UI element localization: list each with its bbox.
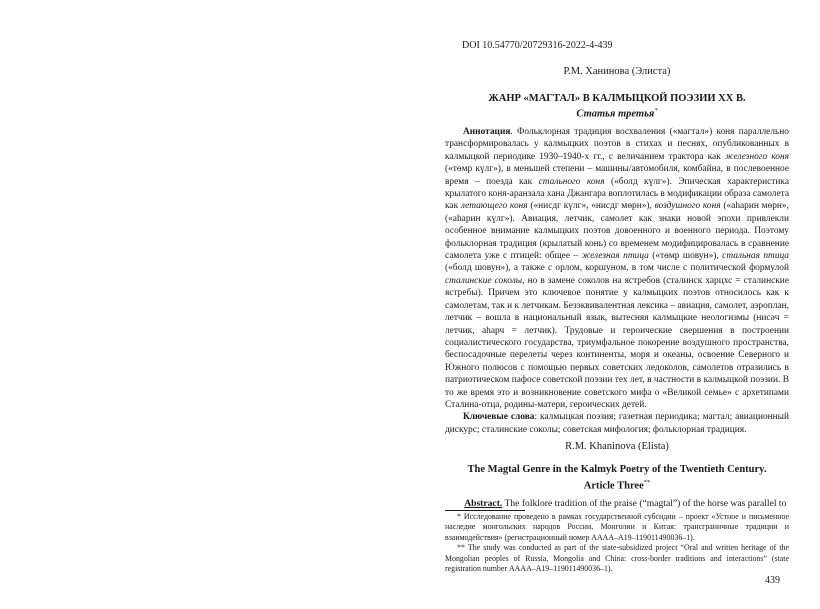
abstract-ru-text: («төмр шовун»), xyxy=(648,251,723,262)
abstract-ru-italic: сталинские соколы, xyxy=(445,275,525,286)
title-ru-main: ЖАНР «МАГТАЛ» В КАЛМЫЦКОЙ ПОЭЗИИ XX В. xyxy=(488,93,746,104)
title-ru-subtitle xyxy=(445,105,789,121)
abstract-ru-text: . Фольклорная традиция восхваления («магтал») коня параллельно трансформировалась у калмыцких поэтов в стихах и песнях, опубликованных в калмыцкой периодике 1930–1940-х гг., с величанием трактора как xyxy=(445,127,789,162)
abstract-en-label: Abstract. xyxy=(464,498,503,509)
abstract-en xyxy=(445,498,789,510)
footnote-mark-2: ** xyxy=(643,478,651,486)
title-en-line2-text: Article Three xyxy=(583,480,644,491)
footnote-2: ** The study was conducted as part of the state-subsidized project “Oral and written heritage of the Mongolian peoples of Russia, Mongolia and China: cross-border traditions and interactions” (state registration number АААА–А19–119011490036–1). xyxy=(445,543,789,574)
abstract-ru-italic: стальная птица xyxy=(722,251,789,262)
author-ru: Р.М. Ханинова (Элиста) xyxy=(563,66,671,77)
abstract-ru-italic: железного коня xyxy=(724,151,789,162)
abstract-ru-text: («болд шовун»), а также с орлом, коршуном, в том числе с политической формулой xyxy=(445,263,789,274)
footnotes xyxy=(445,512,789,574)
doi-line: DOI 10.54770/20729316-2022-4-439 xyxy=(462,40,613,51)
abstract-ru-text: («болд күлг»). Эпическая характеристика крылатого коня-аранзала хана Джангара воплотилась в модификации образа самолета как xyxy=(445,176,789,212)
footnote-divider xyxy=(445,510,525,511)
abstract-ru-text: («аhарин мөрн», («аhарин күлг»). Авиация, летчик, самолет как знаки новой эпохи привлекли особенное внимание калмыцких поэтов довоенного и военного периода. Поэтому фольклорная традиция (крылатый конь) со временем модифицировалась в сравнение самолета уже с птицей: общее – xyxy=(445,201,789,262)
article-title-en xyxy=(445,464,789,493)
article-title-ru xyxy=(445,93,789,121)
abstract-ru-text: («нисдг күлг», «нисдг мөрн»), xyxy=(527,201,655,212)
footnote-1: * Исследование проведено в рамках государственной субсидии – проект «Устное и письменное наследие монгольских народов России, Монголии и Китая: трансграничные традиции и взаимодействия» (регистрационный номер АААА–А19–119011490036–1). xyxy=(445,512,789,542)
page-number: 439 xyxy=(765,575,780,586)
abstract-ru-text: но в замене соколов на ястребов (сталинск харцхс = сталинские ястребы). Причем это ключевое понятие у калмыцких поэтов относилось как к самолетам, так и к летчикам. Безэквивалентная лексика – авиация, самолет, аэроплан, летчик – вошла в национальный язык, вытесняя калмыцкие неологизмы (нисәч = летчик, аhарч = летчик). Трудовые и героические свершения в построении социалистического государства, триумфальное покорение воздушного пространства, беспосадочные перелеты через континенты, моря и океаны, освоение Северного и Южного полюсов с помощью первых советских ледоколов, самолетов отразились в патриотическом пафосе советской поэзии тех лет, в частности в калмыцкой поэзии. В то же время это и возникновение советского мифа о «Великой семье» с архетипами Сталина-отца, родины-матери, героических детей. xyxy=(445,275,789,410)
keywords-ru xyxy=(445,411,789,436)
abstract-ru-label: Аннотация xyxy=(463,127,511,137)
abstract-ru-italic: воздушного коня xyxy=(654,201,721,212)
subtitle-text: Статья третья xyxy=(576,108,655,120)
abstract-ru-italic: стального коня xyxy=(538,176,605,187)
keywords-ru-text: : калмыцкая поэзия; газетная периодика; магтал; авиационный дискурс; сталинские соколы; советская мифология; фольклорная традиция. xyxy=(445,412,789,435)
abstract-ru-paragraph xyxy=(445,126,789,411)
title-en-line1: The Magtal Genre in the Kalmyk Poetry of the Twentieth Century. xyxy=(467,464,767,475)
footnote-mark-1: * xyxy=(654,107,658,114)
abstract-ru-italic: летающего коня xyxy=(460,201,528,212)
abstract-ru-text: («төмр күлг»), в меньшей степени – машины/автомобиля, комбайна, в послевоенное время – поезда как xyxy=(445,164,789,187)
abstract-en-text: The folklore tradition of the praise (“magtal”) of the horse was parallel to xyxy=(502,498,787,509)
abstract-ru xyxy=(445,126,789,436)
keywords-ru-label: Ключевые слова xyxy=(463,412,535,423)
title-en-line2 xyxy=(445,477,789,493)
author-en: R.M. Khaninova (Elista) xyxy=(565,441,669,452)
abstract-ru-italic: железная птица xyxy=(581,251,649,262)
